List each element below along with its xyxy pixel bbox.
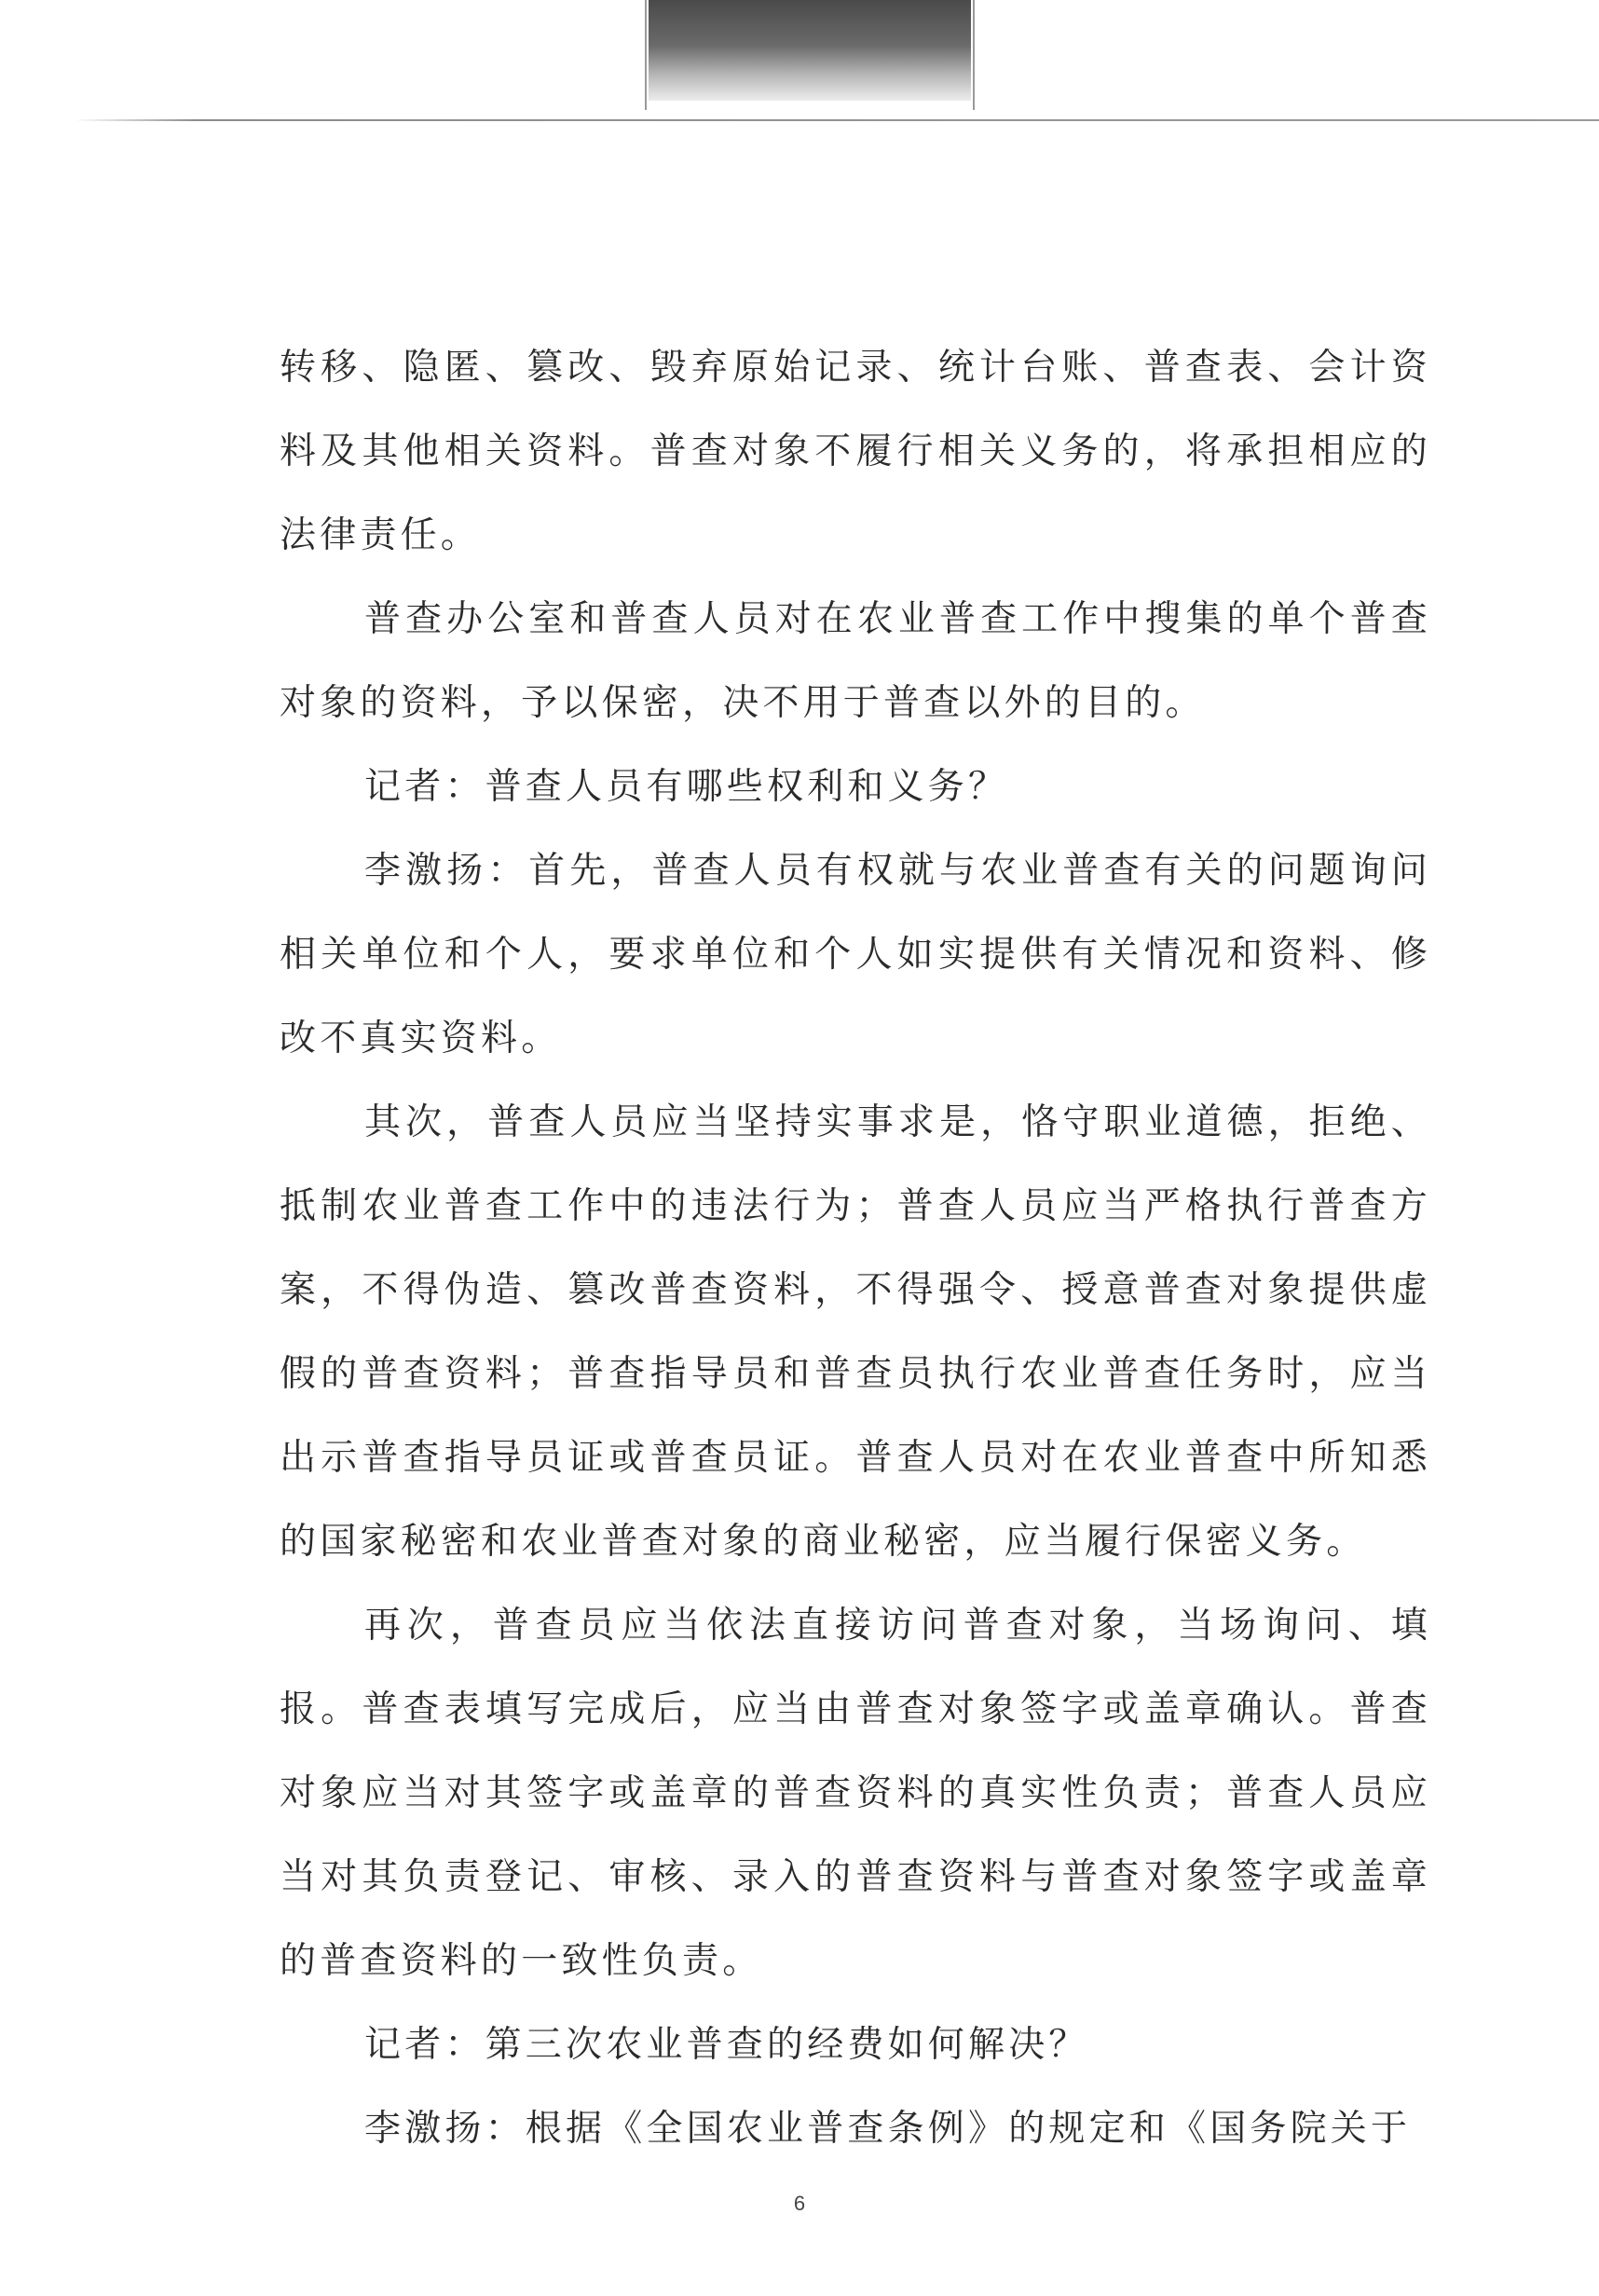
paragraph-5: 其次，普查人员应当坚持实事求是，恪守职业道德，拒绝、抵制农业普查工作中的违法行为；普查人员应当严格执行普查方案，不得伪造、篡改普查资料，不得强令、授意普查对象提供虚假的普查资料；普查指导员和普查员执行农业普查任务时，应当出示普查指导员证或普查员证。普查人员对在农业普查中所知悉的国家秘密和农业普查对象的商业秘密，应当履行保密义务。 — [280, 1101, 1431, 1563]
paragraph-2: 普查办公室和普查人员对在农业普查工作中搜集的单个普查对象的资料，予以保密，决不用于普查以外的目的。 — [280, 598, 1431, 724]
answer-2: 李激扬：根据《全国农业普查条例》的规定和《国务院关于 — [364, 2108, 1412, 2150]
question-1: 记者：普查人员有哪些权利和义务？ — [364, 766, 1009, 808]
document-body — [280, 326, 1431, 2171]
paragraph-6: 再次，普查员应当依法直接访问普查对象，当场询问、填报。普查表填写完成后，应当由普查对象签字或盖章确认。普查对象应当对其签字或盖章的普查资料的真实性负责；普查人员应当对其负责登记、审核、录入的普查资料与普查对象签字或盖章的普查资料的一致性负责。 — [280, 1605, 1431, 1982]
question-2: 记者：第三次农业普查的经费如何解决？ — [364, 2024, 1089, 2066]
page-number: 6 — [793, 2192, 806, 2215]
scan-artifact-left-edge — [645, 0, 647, 110]
answer-1: 李激扬：首先，普查人员有权就与农业普查有关的问题询问相关单位和个人，要求单位和个人如实提供有关情况和资料、修改不真实资料。 — [280, 850, 1431, 1059]
scan-artifact-horizontal-line — [75, 119, 1599, 121]
scan-artifact-right-edge — [973, 0, 975, 110]
paragraph-1: 转移、隐匿、篡改、毁弃原始记录、统计台账、普查表、会计资料及其他相关资料。普查对象不履行相关义务的，将承担相应的法律责任。 — [280, 347, 1431, 556]
scan-artifact-dark-tab — [649, 0, 971, 101]
